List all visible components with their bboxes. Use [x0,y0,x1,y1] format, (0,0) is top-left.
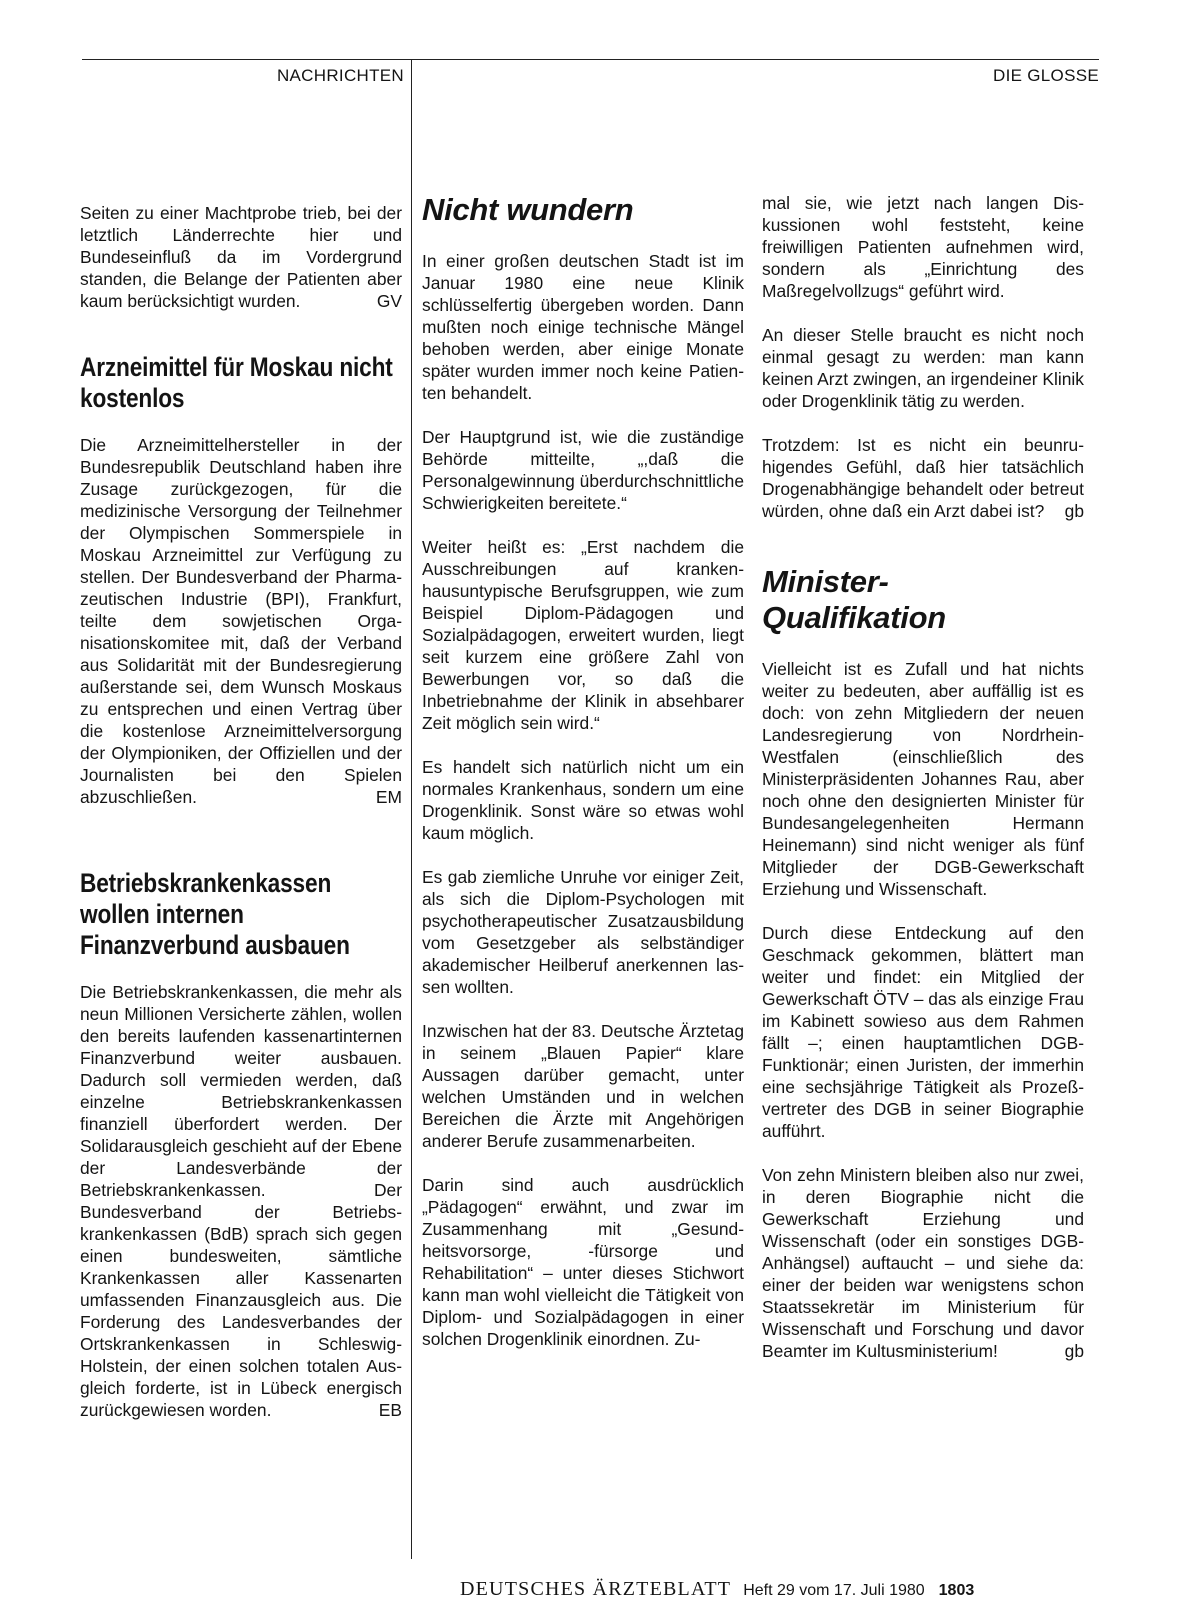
paragraph: Vielleicht ist es Zufall und hat nichts weiter zu bedeuten, aber auffällig ist es doch: von zehn Mitgliedern der neuen Landesregierung von Nordrhein-Westfalen (einschließlich des Ministerpräsidenten Johannes Rau, aber noch ohne den designierten Minister für Bundesangelegenheiten Hermann Heinemann) sind nicht weniger als fünf Mitglieder der DGB-Gewerkschaft Erziehung und Wissenschaft. [762,659,1084,899]
news-column [80,202,402,1421]
paragraph: Es gab ziemliche Unruhe vor einiger Zeit, als sich die Diplom-Psychologen mit psychotherapeutischer Zusatzausbildung vom Gesetzgeber als selbständiger akademischer Heilberuf anerkennen lassen wollten. [422,867,744,997]
paragraph [762,434,1084,522]
paragraph: Es handelt sich natürlich nicht um ein normales Krankenhaus, sondern um eine Drogenklinik. Sonst wäre so etwas wohl kaum möglich. [422,757,744,843]
paragraph: Durch diese Entdeckung auf den Geschmack gekommen, blättert man weiter und findet: ein Mitglied der Gewerkschaft ÖTV – das als einzige Frau im Kabinett sowieso aus dem Rahmen fällt –; einen hauptamtlichen DGB-Funktionär; einen Juristen, der immerhin eine sechsjährige Tätigkeit als Prozeßvertreter des DGB in seiner Biographie aufführt. [762,923,1084,1141]
article-text: Von zehn Ministern bleiben also nur zwei, in deren Biographie nicht die Gewerkschaft Erziehung und Wissenschaft (oder ein sonstiges DGB-Anhängsel) auftaucht – und siehe da: einer der beiden war wenigstens schon Staatssekretär im Ministerium für Wissenschaft und Forschung und davor Beamter im Kultusministerium! [762,1165,1084,1361]
paragraph: Der Hauptgrund ist, wie die zuständige Behörde mitteilte, „,daß die Personalgewinnung überdurchschnittliche Schwierigkeiten bereitete.“ [422,427,744,513]
article-body-betriebskrankenkassen [80,981,402,1421]
glosse-column-2 [762,192,1084,1362]
paragraph: In einer großen deutschen Stadt ist im Januar 1980 eine neue Klinik schlüsselfertig übergeben worden. Dann mußten noch einige technische Mängel behoben werden, aber einige Monate später wurden immer noch keine Patienten behandelt. [422,251,744,403]
article-text: Die Arzneimittelhersteller in der Bundesrepublik Deutschland haben ihre Zusage zurückgezogen, für die medizinische Versorgung der Teilnehmer der Olympischen Sommerspiele in Moskau Arzneimittel zur Verfügung zu stellen. Der Bundesverband der Pharmazeutischen Industrie (BPI), Frankfurt, teilte dem sowjetischen Organisationskomitee mit, daß der Verband aus Solidarität mit der Bundesregierung außerstande sei, dem Wunsch Moskaus zu entsprechen und einen Vertrag über die kostenlose Arzneimittelversorgung der Olympioniken, der Offiziellen und der Journalisten bei den Spielen abzuschließen. [80,435,402,807]
glosse-column-1 [422,192,744,1350]
article-title-nicht-wundern: Nicht wundern [422,192,634,227]
author-initials: EM [375,787,402,807]
section-label-glosse: DIE GLOSSE [993,66,1099,85]
section-label-nachrichten: NACHRICHTEN [276,66,404,85]
page-number: 1803 [938,1582,975,1599]
article-title-betriebskrankenkassen: Betriebskrankenkassen wollen internen Finanzverbund ausbauen [80,868,350,960]
article-text: Die Betriebskrankenkassen, die mehr als neun Millionen Versicherte zählen, wollen den bereits laufenden kassenartinternen Finanzverbund weiter ausbauen. Dadurch soll vermieden werden, daß einzelne Betriebskrankenkassen finanziell überfordert werden. Der Solidarausgleich geschieht auf der Ebene der Landesverbände der Betriebskrankenkassen. Der Bundesverband der Betriebskrankenkassen (BdB) sprach sich gegen einen bundesweiten, sämtliche Krankenkassen aller Kassenarten umfassenden Finanzausgleich aus. Die Forderung des Landesverbandes der Ortskrankenkassen in Schleswig-Holstein, der einen solchen totalen Ausgleich forderte, ist in Lübeck energisch zurückgewiesen worden. [80,982,402,1420]
paragraph: Darin sind auch ausdrücklich „Pädagogen“ erwähnt, und zwar im Zusammenhang mit „Gesundheitsvorsorge, -fürsorge und Rehabilitation“ – unter dieses Stichwort kann man wohl vielleicht die Tätigkeit von Diplom- und Sozialpädagogen in einer solchen Drogenklinik einordnen. Zu- [422,1175,744,1349]
author-initials: EB [378,1400,402,1420]
journal-name: DEUTSCHES ÄRZTEBLATT [460,1578,732,1600]
author-initials: GV [376,291,402,311]
paragraph: mal sie, wie jetzt nach langen Diskussionen wohl feststeht, keine freiwilligen Patienten aufnehmen wird, sondern als „Einrichtung des Maßregelvollzugs“ geführt wird. [762,193,1084,301]
article-title-arzneimittel: Arzneimittel für Moskau nicht kostenlos [80,352,393,413]
paragraph: Inzwischen hat der 83. Deutsche Ärztetag in seinem „Blauen Papier“ klare Aussagen darüber gemacht, unter welchen Umständen und in welchen Bereichen die Ärzte mit Angehörigen anderer Berufe zusammenarbeiten. [422,1021,744,1151]
author-initials: gb [1064,501,1084,521]
author-initials: gb [1064,1341,1084,1361]
article-text: Trotzdem: Ist es nicht ein beunruhigendes Gefühl, daß hier tatsächlich Drogenabhängige behandelt oder betreut würden, ohne daß ein Arzt dabei ist? [762,435,1084,521]
paragraph: Weiter heißt es: „Erst nachdem die Ausschreibungen auf krankenhausuntypische Berufsgruppen, wie zum Beispiel Diplom-Pädagogen und Sozialpädagogen, erweitert wurden, liegt seit kurzem eine größere Zahl von Bewerbungen vor, so daß die Inbetriebnahme der Klinik in absehbarer Zeit möglich sein wird.“ [422,537,744,733]
paragraph [762,1164,1084,1362]
article-continued-text [80,202,402,312]
article-title-minister-qualifikation: Minister-Qualifikation [762,564,946,635]
paragraph: An dieser Stelle braucht es nicht noch einmal gesagt zu werden: man kann keinen Arzt zwingen, an irgendeiner Klinik oder Drogenklinik tätig zu werden. [762,325,1084,411]
article-body-arzneimittel [80,434,402,808]
page-footer [460,1578,1100,1601]
column-rule [411,59,412,1559]
header-rule [82,59,1099,60]
article-text: Seiten zu einer Machtprobe trieb, bei der letztlich Länderrechte hier und Bundeseinfluß da im Vordergrund standen, die Belange der Patienten aber kaum berücksichtigt wurden. [80,203,402,311]
issue-info: Heft 29 vom 17. Juli 1980 [743,1582,925,1599]
